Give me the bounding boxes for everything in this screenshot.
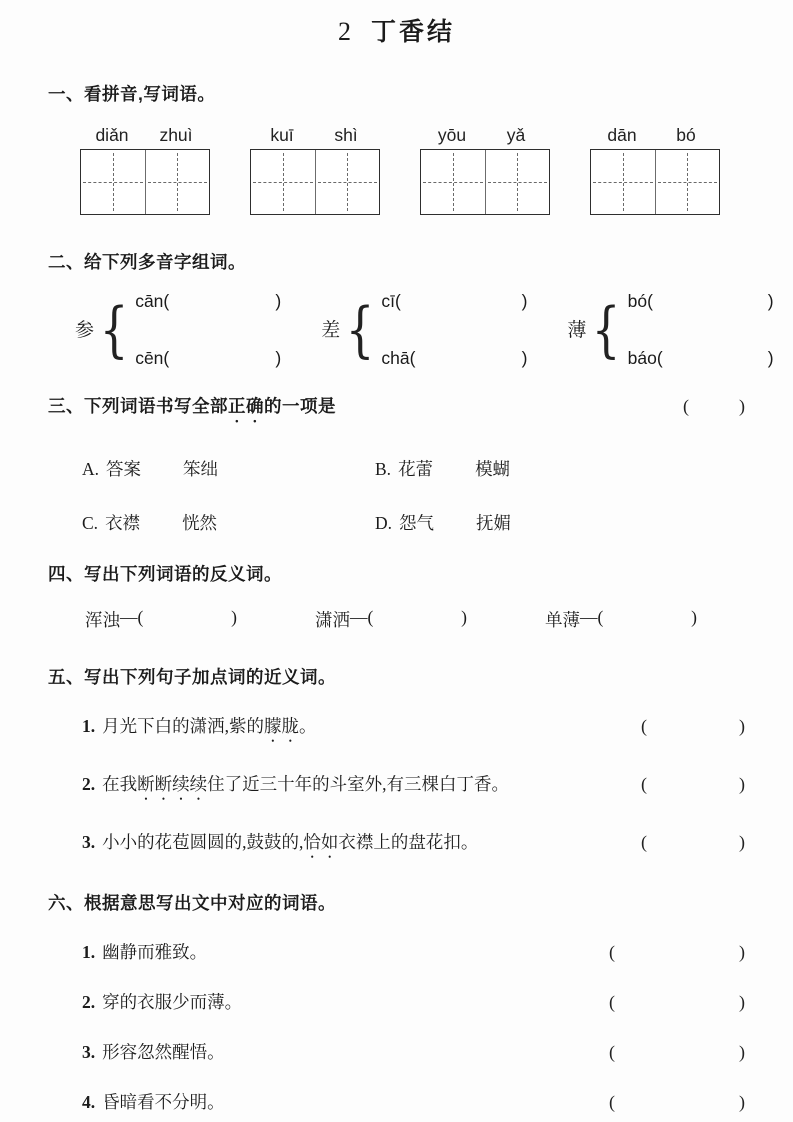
heading-text: 的一项是 bbox=[264, 396, 336, 416]
item-number: 2. bbox=[82, 774, 96, 794]
paren-close: ) bbox=[767, 291, 774, 311]
option-word: 花蕾 bbox=[398, 459, 434, 479]
polyphone-char: 参 bbox=[75, 319, 95, 341]
antonym-row bbox=[85, 607, 745, 632]
brace-glyph: { bbox=[345, 295, 375, 365]
paren-close: ) bbox=[739, 942, 745, 962]
paren-open: ( bbox=[609, 942, 615, 962]
polyphone-lines bbox=[135, 291, 281, 369]
dotted-word: 朦胧 bbox=[264, 716, 299, 736]
dash: — bbox=[120, 607, 138, 627]
answer-parens bbox=[609, 1040, 745, 1064]
word: 潇洒 bbox=[315, 610, 350, 630]
antonym-item bbox=[315, 607, 467, 632]
item-number: 1. bbox=[82, 942, 96, 962]
sentence bbox=[82, 772, 641, 804]
sentence-text: 衣襟上的盘花扣。 bbox=[338, 832, 479, 852]
writing-cell bbox=[81, 150, 145, 214]
polyphone-line bbox=[381, 348, 527, 369]
pinyin-labels bbox=[590, 125, 718, 146]
option-word: 怨气 bbox=[399, 513, 435, 533]
writing-cell bbox=[315, 150, 380, 214]
pinyin-box-group bbox=[250, 125, 378, 215]
polyphone-line bbox=[628, 348, 774, 369]
antonym-item bbox=[85, 607, 237, 632]
item-number: 1. bbox=[82, 716, 96, 736]
choice-options bbox=[82, 456, 745, 535]
dotted-word: 恰如 bbox=[303, 832, 339, 852]
writing-boxes bbox=[250, 149, 380, 215]
answer-parens bbox=[609, 990, 745, 1014]
answer-parens bbox=[609, 940, 745, 964]
paren-open: ( bbox=[683, 396, 689, 416]
paren-open: ( bbox=[609, 992, 615, 1012]
polyphone-group bbox=[75, 291, 281, 369]
definition-text: 昏暗看不分明。 bbox=[102, 1092, 225, 1112]
paren-open: ( bbox=[163, 348, 170, 368]
polyphone-group bbox=[321, 291, 527, 369]
section6-heading: 六、根据意思写出文中对应的词语。 bbox=[48, 893, 336, 913]
definition bbox=[82, 1090, 609, 1114]
paren-open: ( bbox=[395, 291, 401, 311]
writing-cell bbox=[145, 150, 210, 214]
option-word: 衣襟 bbox=[105, 513, 141, 533]
pinyin-labels bbox=[250, 125, 378, 146]
paren-open: ( bbox=[367, 607, 374, 627]
definition-text: 穿的衣服少而薄。 bbox=[102, 992, 243, 1012]
sentence-text: 。 bbox=[299, 716, 317, 736]
paren-close: ) bbox=[521, 291, 528, 311]
polyphone-row bbox=[75, 291, 774, 369]
definition bbox=[82, 990, 609, 1014]
brace-glyph: { bbox=[99, 295, 129, 365]
definition-text: 幽静而雅致。 bbox=[102, 942, 208, 962]
option-label: B. bbox=[375, 459, 392, 479]
writing-cell bbox=[485, 150, 550, 214]
pinyin-label: shì bbox=[334, 125, 358, 145]
pinyin-label: zhuì bbox=[159, 125, 193, 145]
paren-close: ) bbox=[461, 607, 467, 627]
option-word: 抚媚 bbox=[476, 513, 512, 533]
word: 单薄 bbox=[545, 610, 580, 630]
polyphone-char: 薄 bbox=[567, 319, 587, 341]
paren-close: ) bbox=[739, 992, 745, 1012]
writing-cell bbox=[251, 150, 315, 214]
paren-close: ) bbox=[767, 348, 774, 368]
answer-parens bbox=[641, 772, 745, 796]
sentence-text: 小小的花苞圆圆的,鼓鼓的, bbox=[102, 832, 304, 852]
sentence-text: 在我 bbox=[102, 774, 138, 794]
option-word: 模蝴 bbox=[475, 459, 511, 479]
antonym-item bbox=[545, 607, 697, 632]
paren-close: ) bbox=[739, 396, 745, 416]
definition-item bbox=[82, 940, 745, 964]
answer-parens bbox=[641, 714, 745, 738]
pinyin-box-group bbox=[590, 125, 718, 215]
section3-heading-row bbox=[48, 395, 745, 426]
paren-open: ( bbox=[641, 774, 647, 794]
pinyin-label: bó bbox=[676, 125, 696, 145]
paren-close: ) bbox=[739, 774, 745, 794]
heading-emphasized-text: 正确 bbox=[228, 396, 264, 416]
lesson-title bbox=[48, 0, 745, 53]
writing-cell bbox=[421, 150, 485, 214]
paren-close: ) bbox=[739, 716, 745, 736]
paren-close: ) bbox=[275, 291, 282, 311]
pinyin-label: dān bbox=[607, 125, 637, 145]
dash: — bbox=[350, 607, 368, 627]
sentence-item bbox=[82, 830, 745, 862]
writing-cell bbox=[591, 150, 655, 214]
definition-item bbox=[82, 1090, 745, 1114]
writing-boxes bbox=[420, 149, 550, 215]
option-label: A. bbox=[82, 459, 100, 479]
polyphone-lines bbox=[381, 291, 527, 369]
pinyin-box-group bbox=[80, 125, 208, 215]
writing-boxes bbox=[80, 149, 210, 215]
paren-open: ( bbox=[409, 348, 416, 368]
option-label: D. bbox=[375, 513, 393, 533]
paren-open: ( bbox=[163, 291, 170, 311]
item-number: 3. bbox=[82, 832, 96, 852]
paren-close: ) bbox=[275, 348, 282, 368]
option-label: C. bbox=[82, 513, 99, 533]
reading-pinyin: bó bbox=[627, 291, 648, 311]
section3-heading bbox=[48, 395, 336, 426]
item-number: 3. bbox=[82, 1042, 96, 1062]
paren-close: ) bbox=[739, 832, 745, 852]
paren-close: ) bbox=[231, 607, 237, 627]
reading-pinyin: cān bbox=[135, 291, 164, 311]
section1-heading: 一、看拼音,写词语。 bbox=[48, 84, 216, 104]
polyphone-line bbox=[381, 291, 527, 312]
paren-close: ) bbox=[691, 607, 697, 627]
lesson-name: 丁香结 bbox=[370, 18, 455, 46]
pinyin-labels bbox=[80, 125, 208, 146]
sentence-text: 住了近三十年的斗室外,有三棵白丁香。 bbox=[207, 774, 509, 794]
sentence bbox=[82, 714, 641, 746]
paren-open: ( bbox=[597, 607, 604, 627]
item-number: 2. bbox=[82, 992, 96, 1012]
definition-item bbox=[82, 1040, 745, 1064]
paren-open: ( bbox=[647, 291, 653, 311]
definition-item bbox=[82, 990, 745, 1014]
brace-glyph: { bbox=[592, 295, 621, 365]
answer-parens bbox=[683, 396, 745, 417]
writing-cell bbox=[655, 150, 720, 214]
polyphone-line bbox=[628, 291, 774, 312]
paren-open: ( bbox=[609, 1042, 615, 1062]
section5-heading: 五、写出下列句子加点词的近义词。 bbox=[48, 667, 336, 687]
dotted-word: 断断续续 bbox=[137, 774, 208, 794]
polyphone-group bbox=[567, 291, 773, 369]
writing-boxes bbox=[590, 149, 720, 215]
reading-pinyin: báo bbox=[627, 348, 657, 368]
paren-open: ( bbox=[656, 348, 663, 368]
word: 浑浊 bbox=[85, 610, 120, 630]
paren-open: ( bbox=[641, 716, 647, 736]
reading-pinyin: chā bbox=[381, 348, 410, 368]
reading-pinyin: cī bbox=[381, 291, 396, 311]
dash: — bbox=[580, 607, 598, 627]
pinyin-label: diǎn bbox=[95, 125, 129, 145]
paren-close: ) bbox=[521, 348, 528, 368]
definition bbox=[82, 940, 609, 964]
polyphone-line bbox=[135, 348, 281, 369]
pinyin-labels bbox=[420, 125, 548, 146]
paren-close: ) bbox=[739, 1042, 745, 1062]
option-c bbox=[82, 510, 375, 535]
lesson-number: 2 bbox=[337, 17, 351, 46]
section4-heading: 四、写出下列词语的反义词。 bbox=[48, 564, 282, 584]
paren-open: ( bbox=[641, 832, 647, 852]
sentence bbox=[82, 830, 641, 862]
reading-pinyin: cēn bbox=[135, 348, 164, 368]
option-word: 笨绌 bbox=[183, 459, 219, 479]
polyphone-line bbox=[135, 291, 281, 312]
answer-parens bbox=[641, 830, 745, 854]
option-word: 恍然 bbox=[182, 513, 218, 533]
sentence-item bbox=[82, 714, 745, 746]
pinyin-label: kuī bbox=[270, 125, 294, 145]
pinyin-box-row bbox=[80, 125, 745, 215]
polyphone-char: 差 bbox=[321, 319, 341, 341]
definition bbox=[82, 1040, 609, 1064]
option-word: 答案 bbox=[106, 459, 142, 479]
option-a bbox=[82, 456, 375, 481]
sentence-text: 月光下白的潇洒,紫的 bbox=[102, 716, 264, 736]
paren-open: ( bbox=[137, 607, 144, 627]
item-number: 4. bbox=[82, 1092, 96, 1112]
pinyin-label: yǎ bbox=[506, 125, 526, 145]
paren-close: ) bbox=[739, 1092, 745, 1112]
heading-text: 三、下列词语书写全部 bbox=[48, 396, 228, 416]
definition-text: 形容忽然醒悟。 bbox=[102, 1042, 225, 1062]
pinyin-box-group bbox=[420, 125, 548, 215]
polyphone-lines bbox=[628, 291, 774, 369]
answer-parens bbox=[609, 1090, 745, 1114]
paren-open: ( bbox=[609, 1092, 615, 1112]
pinyin-label: yōu bbox=[437, 125, 467, 145]
option-b bbox=[375, 456, 745, 481]
sentence-item bbox=[82, 772, 745, 804]
section2-heading: 二、给下列多音字组词。 bbox=[48, 252, 246, 272]
option-d bbox=[375, 510, 745, 535]
